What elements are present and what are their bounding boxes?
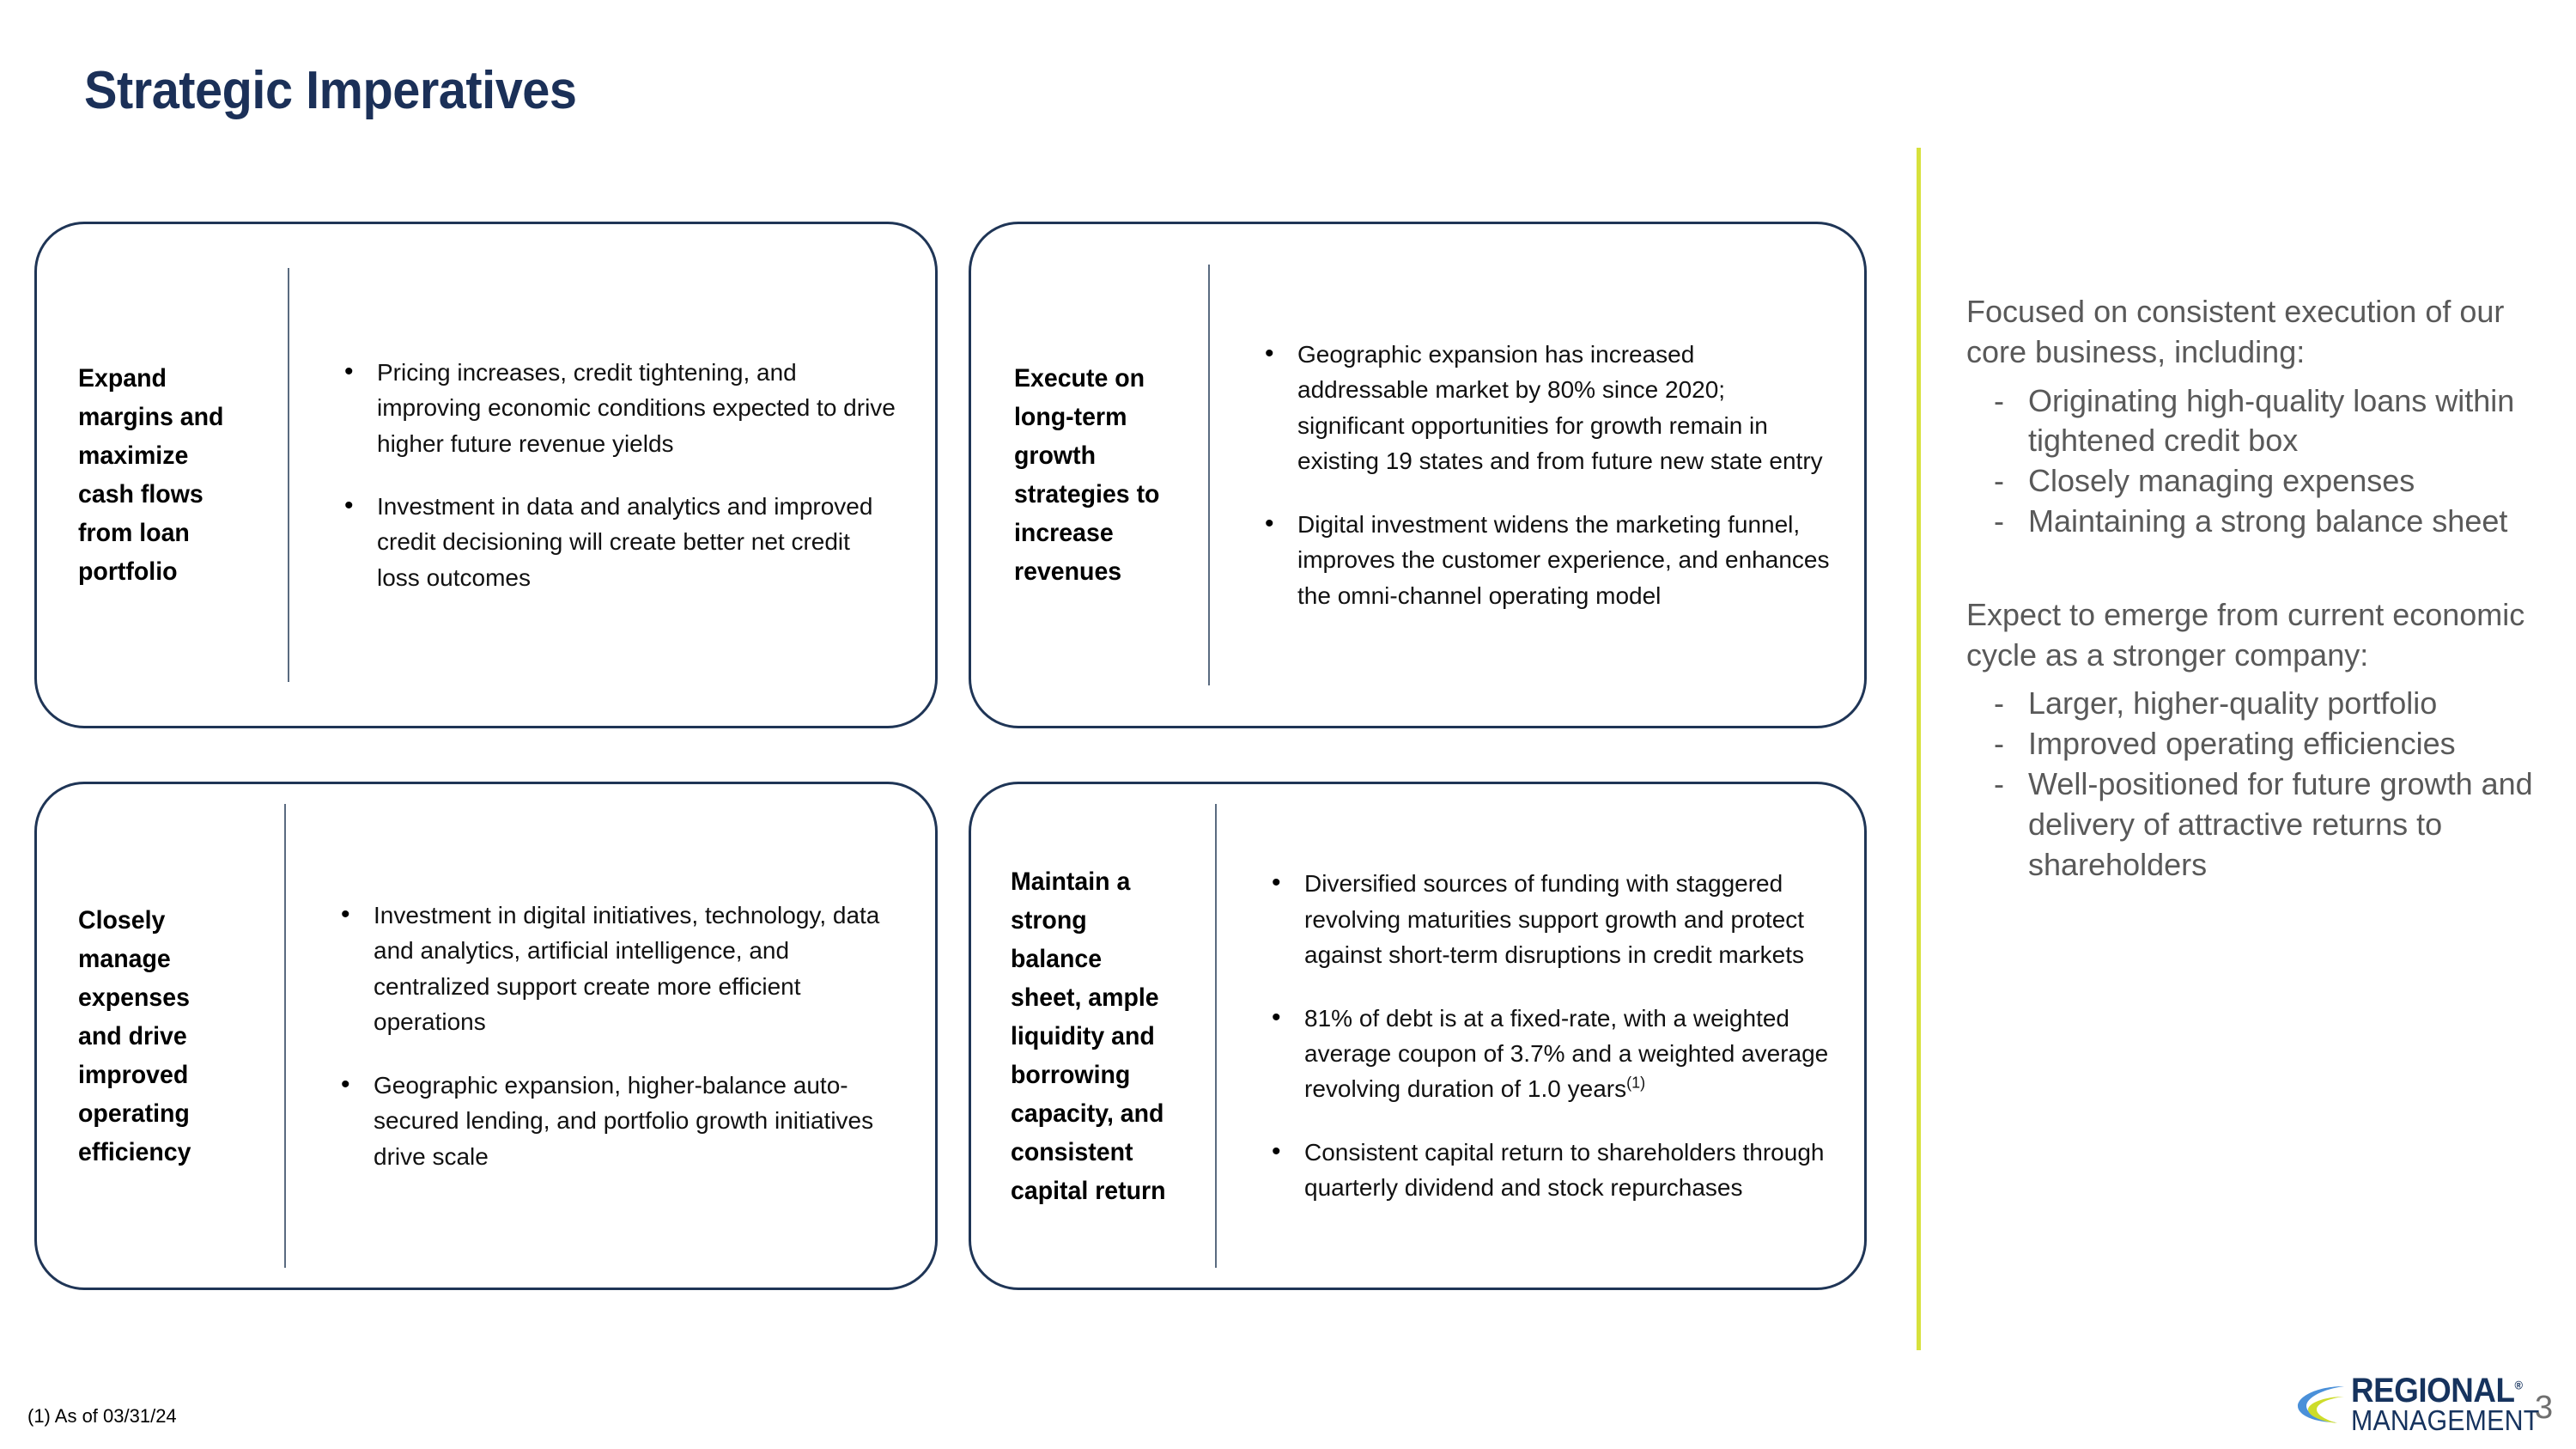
footnote-text: (1) As of 03/31/24: [27, 1405, 177, 1427]
footnote-marker: (1): [1626, 1075, 1646, 1093]
rail-block-core-execution: [1966, 292, 2533, 542]
rail-lead-text: Focused on consistent execution of our core business, including:: [1966, 294, 2505, 369]
card-bullet-list: [337, 355, 897, 596]
card-body: [286, 898, 935, 1174]
card-heading: Closely manage expenses and drive improved operating efficiency: [78, 905, 191, 1166]
rail-block-emerge-stronger: [1966, 595, 2533, 886]
card-body: [289, 355, 935, 596]
card-body: [1210, 337, 1864, 613]
regional-management-logo: [2294, 1372, 2556, 1437]
card-bullet-list: [1258, 337, 1830, 613]
logo-top-text: REGIONAL: [2351, 1372, 2515, 1409]
card-heading: Expand margins and maximize cash flows from loan portfolio: [78, 364, 224, 586]
list-item: - Originating high-quality loans within tightened credit box: [1966, 381, 2533, 462]
list-item: - Improved operating efficiencies: [1966, 724, 2533, 764]
swoosh-icon: [2294, 1378, 2348, 1431]
list-item: • Pricing increases, credit tightening, and improving economic conditions expected to drive higher future revenue yields: [337, 355, 897, 461]
logo-wordmark: [2351, 1372, 2556, 1437]
card-heading: Execute on long-term growth strategies to increase revenues: [1014, 364, 1160, 586]
card-body: [1217, 866, 1864, 1206]
rail-dash-list: [1966, 684, 2533, 885]
page-title: Strategic Imperatives: [84, 61, 577, 120]
logo-bottom-line: MANAGEMENT: [2351, 1404, 2540, 1437]
list-item: - Maintaining a strong balance sheet: [1966, 502, 2533, 542]
list-item: [1265, 1135, 1830, 1206]
list-item-text: Diversified sources of funding with staggered revolving maturities support growth and protect against short-term disruptions in credit markets: [1304, 870, 1805, 969]
list-item: - Well-positioned for future growth and delivery of attractive returns to shareholders: [1966, 764, 2533, 885]
list-item: • Investment in data and analytics and improved credit decisioning will create better net credit loss outcomes: [337, 489, 897, 595]
list-item-text: Consistent capital return to shareholders through quarterly dividend and stock repurchases: [1304, 1138, 1825, 1202]
list-item-text: 81% of debt is at a fixed-rate, with a weighted average coupon of 3.7% and a weighted average revolving duration of 1.0 years: [1304, 1004, 1829, 1103]
rail-lead-text: Expect to emerge from current economic cycle as a stronger company:: [1966, 596, 2525, 673]
list-item: • Geographic expansion, higher-balance auto-secured lending, and portfolio growth initiatives drive scale: [334, 1068, 897, 1174]
rail-dash-list: [1966, 381, 2533, 542]
list-item: • Geographic expansion has increased addressable market by 80% since 2020; significant opportunities for growth remain in existing 19 states and from future new state entry: [1258, 337, 1830, 479]
list-item: - Larger, higher-quality portfolio: [1966, 684, 2533, 724]
card-bullet-list: [334, 898, 897, 1174]
page-number: 3: [2535, 1390, 2554, 1426]
card-bullet-list: [1265, 866, 1830, 1206]
card-execute-growth: [969, 222, 1867, 728]
list-item: [1265, 866, 1830, 972]
card-expand-margins: [34, 222, 938, 728]
list-item: - Closely managing expenses: [1966, 461, 2533, 502]
logo-top-line: [2351, 1374, 2539, 1407]
registered-trademark-icon: ®: [2514, 1378, 2523, 1392]
list-item: • Investment in digital initiatives, technology, data and analytics, artificial intelligence, and centralized support create more efficient operations: [334, 898, 897, 1040]
rail-accent-divider: [1917, 148, 1921, 1350]
list-item: [1265, 1001, 1830, 1107]
card-heading: Maintain a strong balance sheet, ample liquidity and borrowing capacity, and consistent capital return: [1011, 867, 1166, 1205]
list-item: • Digital investment widens the marketing funnel, improves the customer experience, and enhances the omni-channel operating model: [1258, 507, 1830, 613]
card-balance-sheet: [969, 782, 1867, 1290]
summary-rail: [1966, 292, 2533, 885]
card-manage-expenses: [34, 782, 938, 1290]
